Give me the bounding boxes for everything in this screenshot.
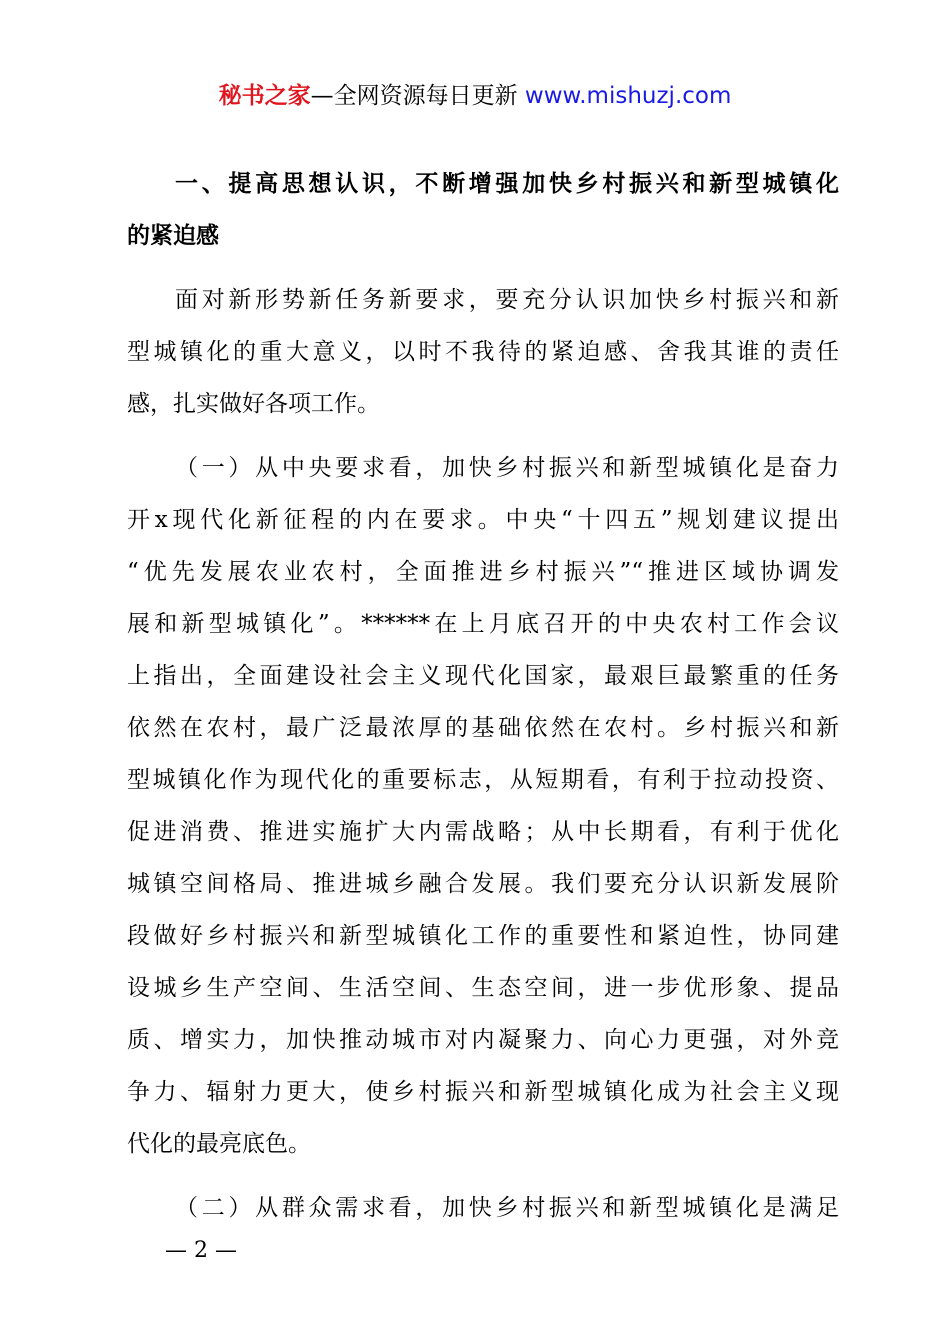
header-brand: 秘书之家 — [218, 83, 311, 109]
paragraph-2-line-4: 展和新型城镇化”。******在上月底召开的中央农村工作会议 — [127, 611, 839, 637]
paragraph-2-line-14: 代化的最亮底色。 — [127, 1131, 311, 1157]
page-number: — 2 — — [165, 1238, 237, 1263]
paragraph-3-line-1: （二）从群众需求看，加快乡村振兴和新型城镇化是满足 — [175, 1195, 839, 1221]
paragraph-1-line-1: 面对新形势新任务新要求，要充分认识加快乡村振兴和新 — [175, 287, 839, 313]
paragraph-2-line-8: 促进消费、推进实施扩大内需战略；从中长期看，有利于优化 — [127, 819, 839, 845]
paragraph-2-line-12: 质、增实力，加快推动城市对内凝聚力、向心力更强，对外竞 — [127, 1027, 839, 1053]
paragraph-2-line-6: 依然在农村，最广泛最浓厚的基础依然在农村。乡村振兴和新 — [127, 715, 839, 741]
paragraph-2-line-5: 上指出，全面建设社会主义现代化国家，最艰巨最繁重的任务 — [127, 663, 839, 689]
paragraph-2-line-10: 段做好乡村振兴和新型城镇化工作的重要性和紧迫性，协同建 — [127, 923, 839, 949]
header-url-link[interactable]: www.mishuzj.com — [524, 83, 732, 109]
paragraph-2-line-11: 设城乡生产空间、生活空间、生态空间，进一步优形象、提品 — [127, 975, 839, 1001]
paragraph-2-line-3: “优先发展农业农村，全面推进乡村振兴”“推进区域协调发 — [127, 559, 839, 585]
site-header — [0, 78, 950, 114]
document-body — [127, 158, 839, 1234]
paragraph-2-line-2: 开x现代化新征程的内在要求。中央“十四五”规划建议提出 — [127, 507, 839, 533]
paragraph-2-line-7: 型城镇化作为现代化的重要标志，从短期看，有利于拉动投资、 — [127, 767, 839, 793]
paragraph-2-line-1: （一）从中央要求看，加快乡村振兴和新型城镇化是奋力 — [175, 455, 839, 481]
section-heading-line-2: 的紧迫感 — [127, 223, 219, 249]
header-tagline: —全网资源每日更新 — [310, 83, 525, 109]
paragraph-2-line-13: 争力、辐射力更大，使乡村振兴和新型城镇化成为社会主义现 — [127, 1079, 839, 1105]
section-heading-line-1: 一、提高思想认识，不断增强加快乡村振兴和新型城镇化 — [175, 171, 839, 197]
paragraph-1-line-2: 型城镇化的重大意义，以时不我待的紧迫感、舍我其谁的责任 — [127, 339, 839, 365]
paragraph-1-line-3: 感，扎实做好各项工作。 — [127, 391, 380, 417]
paragraph-2-line-9: 城镇空间格局、推进城乡融合发展。我们要充分认识新发展阶 — [127, 871, 839, 897]
